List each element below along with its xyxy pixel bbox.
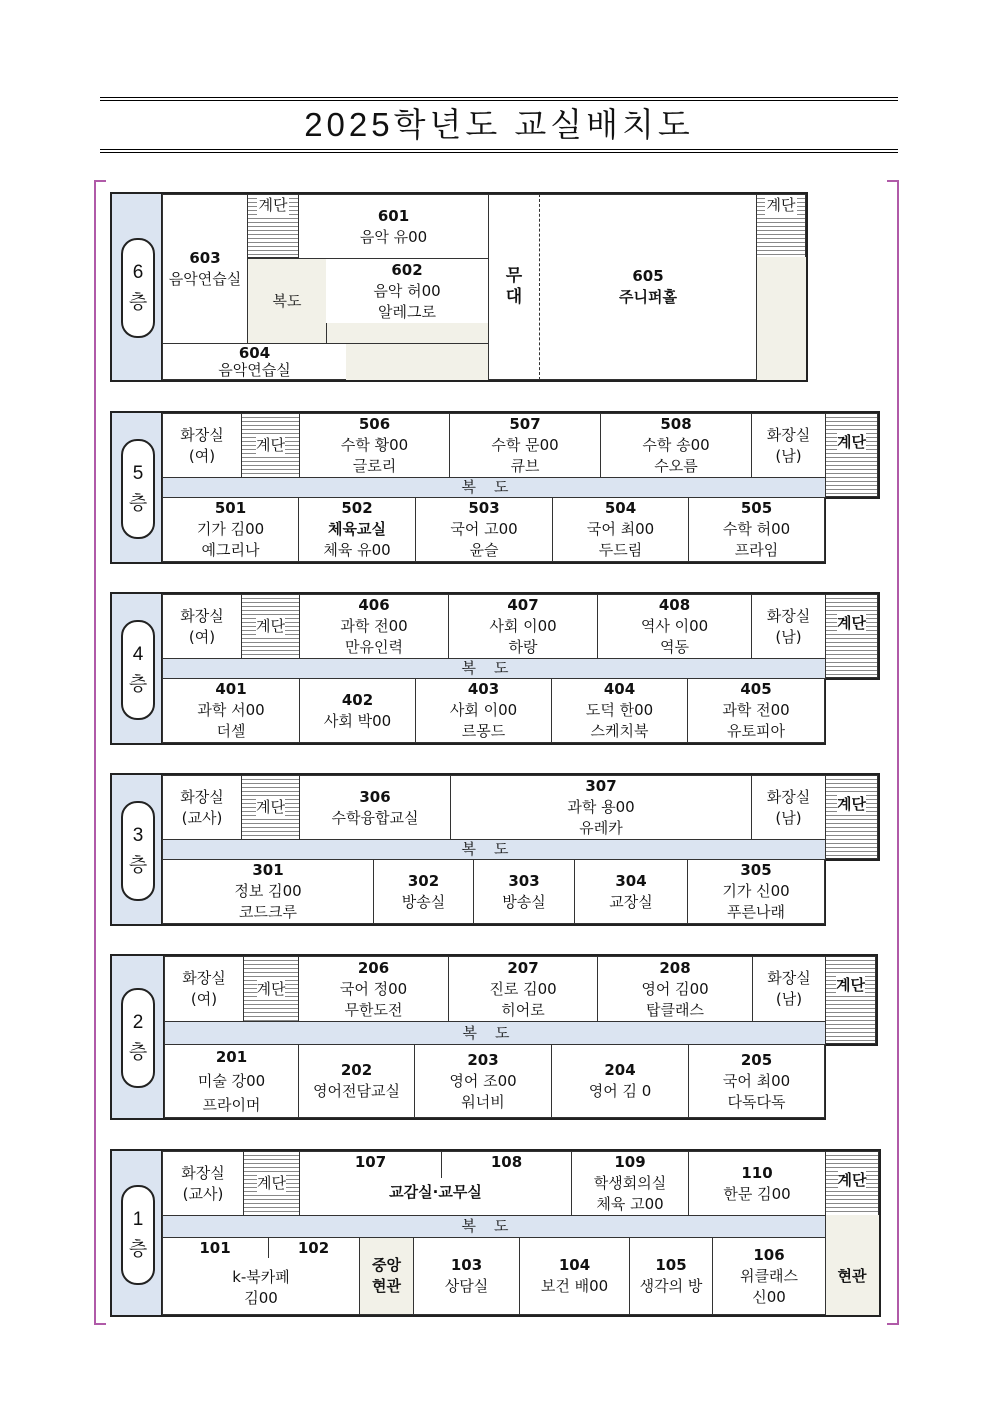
room-202: 202 영어전담교실 [298, 1044, 415, 1118]
stairs-1a: 계단 [243, 1151, 300, 1216]
room-305: 305 기가 신00 푸른나래 [687, 859, 825, 924]
corridor-3: 복도 [162, 839, 826, 860]
room-304: 304 교장실 [574, 859, 688, 924]
floor-2-label [110, 954, 165, 1120]
wc-5-women: 화장실 (여) [162, 413, 242, 478]
stairs-6a: 계단 [247, 194, 299, 258]
room-404: 404 도덕 한00 스케치북 [551, 678, 688, 743]
room-502: 502 체육교실 체육 유00 [298, 497, 416, 562]
room-303: 303 방송실 [473, 859, 575, 924]
room-507: 507 수학 문00 큐브 [449, 413, 601, 478]
room-602: 602 음악 허00 알레그로 [326, 258, 489, 324]
room-603: 603 음악연습실 [162, 194, 248, 344]
floor-3-pill: 3 층 [121, 801, 155, 901]
room-408: 408 역사 이00 역동 [597, 594, 752, 659]
room-203: 203 영어 조00 워너비 [414, 1044, 552, 1118]
stairs-3a: 계단 [241, 775, 300, 840]
room-301: 301 정보 김00 코드크루 [162, 859, 374, 924]
room-604: 604 음악연습실 [162, 343, 347, 380]
stairs-1b: 계단 [825, 1151, 879, 1216]
wc-1-teacher: 화장실 (교사) [162, 1151, 244, 1216]
room-302: 302 방송실 [373, 859, 474, 924]
room-401: 401 과학 서00 더셀 [162, 678, 300, 743]
wc-3-teacher: 화장실 (교사) [162, 775, 242, 840]
room-208: 208 영어 김00 탑클래스 [597, 956, 753, 1022]
floor-1-label [110, 1149, 163, 1317]
room-205: 205 국어 최00 다독다독 [688, 1044, 825, 1118]
room-101-102: k-북카페 김00 [162, 1237, 360, 1315]
room-406: 406 과학 전00 만유인력 [299, 594, 449, 659]
room-508: 508 수학 송00 수오름 [600, 413, 752, 478]
room-505: 505 수학 허00 프라임 [688, 497, 825, 562]
stairs-3b: 계단 [825, 775, 878, 859]
room-506: 506 수학 황00 글로리 [299, 413, 450, 478]
stairs-4a: 계단 [241, 594, 300, 659]
room-307: 307 과학 용00 유레카 [450, 775, 752, 840]
stairs-2b: 계단 [825, 956, 876, 1044]
corridor-6: 복도 [247, 258, 327, 344]
room-107-108: 교감실·교무실 [299, 1151, 572, 1216]
floor-4-label [110, 592, 163, 745]
room-407: 407 사회 이00 하랑 [448, 594, 598, 659]
room-101-num: 101 [199, 1239, 231, 1257]
room-405: 405 과학 전00 유토피아 [687, 678, 825, 743]
stairs-2a: 계단 [243, 956, 299, 1022]
stairs-6b: 계단 [756, 194, 806, 258]
floor-6-label [110, 192, 163, 382]
floor-3-label [110, 773, 163, 926]
floor-6-pill: 6 층 [121, 238, 155, 338]
room-306: 306 수학융합교실 [299, 775, 451, 840]
room-601: 601 음악 유00 [298, 194, 489, 259]
main-entrance: 현관 [837, 1266, 867, 1285]
corridor-5: 복도 [162, 477, 826, 498]
stairs-4b: 계단 [825, 594, 878, 678]
room-501: 501 기가 김00 예그리나 [162, 497, 299, 562]
room-605: 605 주니퍼홀 [539, 194, 757, 380]
corridor-2: 복도 [164, 1021, 826, 1045]
floor-5-label [110, 411, 163, 564]
room-206: 206 국어 정00 무한도전 [298, 956, 449, 1022]
room-106: 106 위클래스 신00 [712, 1237, 826, 1315]
room-108-num: 108 [490, 1153, 523, 1171]
stage: 무 대 [488, 194, 540, 380]
room-201: 201 미술 강00 프라이머 [164, 1044, 299, 1118]
stairs-5b: 계단 [825, 413, 878, 497]
room-503: 503 국어 고00 윤슬 [415, 497, 553, 562]
floor-2-pill: 2 층 [121, 988, 155, 1088]
wc-3-men: 화장실 (남) [751, 775, 826, 840]
room-109: 109 학생회의실 체육 고00 [571, 1151, 689, 1216]
room-102-num: 102 [297, 1239, 330, 1257]
room-204: 204 영어 김 0 [551, 1044, 689, 1118]
wc-2-men: 화장실 (남) [752, 956, 826, 1022]
room-207: 207 진로 김00 히어로 [448, 956, 598, 1022]
room-107-num: 107 [354, 1153, 387, 1171]
room-105: 105 생각의 방 [629, 1237, 713, 1315]
corridor-6-right [756, 257, 806, 380]
corridor-4: 복도 [162, 658, 826, 679]
corridor-1: 복도 [162, 1215, 826, 1238]
room-110: 110 한문 김00 [688, 1151, 826, 1216]
room-504: 504 국어 최00 두드림 [552, 497, 689, 562]
floor-1-pill: 1 층 [121, 1185, 155, 1285]
room-402: 402 사회 박00 [299, 678, 416, 743]
page-title: 2025학년도 교실배치도 [304, 106, 694, 143]
wc-2-women: 화장실 (여) [164, 956, 244, 1022]
center-entrance: 중앙 현관 [359, 1237, 414, 1315]
floor-4-pill: 4 층 [121, 620, 155, 720]
room-103: 103 상담실 [413, 1237, 520, 1315]
wc-4-men: 화장실 (남) [751, 594, 826, 659]
corridor-6-bottom [346, 343, 489, 380]
wc-4-women: 화장실 (여) [162, 594, 242, 659]
floor-5-pill: 5 층 [121, 439, 155, 539]
room-104: 104 보건 배00 [519, 1237, 630, 1315]
room-403: 403 사회 이00 르몽드 [415, 678, 552, 743]
wc-5-men: 화장실 (남) [751, 413, 826, 478]
stairs-5a: 계단 [241, 413, 300, 478]
corridor-6-lower [326, 323, 489, 344]
